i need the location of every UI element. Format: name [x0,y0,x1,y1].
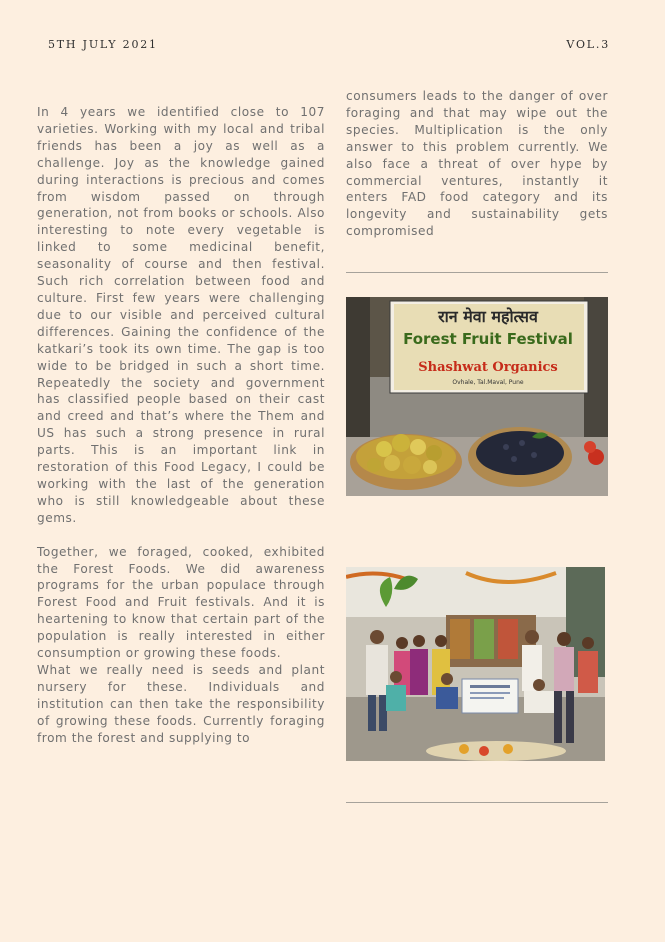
paragraph: Together, we foraged, cooked, exhibited the Forest Foods. We did awareness programs for the urban populace through Forest Food and Fruit festivals. And it is heartening to know that certain part of the population is really interested in either consumption or growing these foods. [37,544,325,661]
forest-fruit-festival-photo [346,297,608,496]
banner-marathi-title: रान मेवा महोत्सव [438,307,538,326]
right-text-column [346,88,608,240]
divider [346,272,608,273]
issue-date: 5TH JULY 2021 [48,38,158,51]
banner-english-title: Forest Fruit Festival [403,330,573,348]
divider [346,802,608,803]
paragraph: What we really need is seeds and plant nursery for these. Individuals and institution can then take the responsibility of growing these foods. Currently foraging from the forest and supplying to [37,663,325,745]
volume-number: VOL.3 [566,38,610,51]
paragraph: consumers leads to the danger of over foraging and that may wipe out the species. Multiplication is the only answer to this problem currently. We also face a threat of over hype by commercial ventures, instantly it enters FAD food category and its longevity and sustainability gets compromised [346,89,608,239]
banner-location: Ovhale, Tal.Maval, Pune [452,379,524,386]
festival-group-photo [346,567,605,761]
banner-organization: Shashwat Organics [418,360,558,375]
left-text-column [37,104,325,747]
paragraph: In 4 years we identified close to 107 varieties. Working with my local and tribal friends has been a joy as well as a challenge. Joy as the knowledge gained during interactions is precious and comes from wisdom passed on through generation, not from books or schools. Also interesting to note every vegetable is linked to some medicinal benefit, seasonality of course and then festival. Such rich correlation between food and culture. First few years were challenging due to our visible and perceived cultural differences. Gaining the confidence of the katkari’s took its own time. The gap is too wide to be bridged in such a short time. Repeatedly the society and government has classified people based on their cast and creed and that’s where the Them and US has such a strong presence in rural parts. This is an important link in restoration of this Food Legacy, I could be working with the last of the generation who is still knowledgeable about these gems. [37,105,325,525]
